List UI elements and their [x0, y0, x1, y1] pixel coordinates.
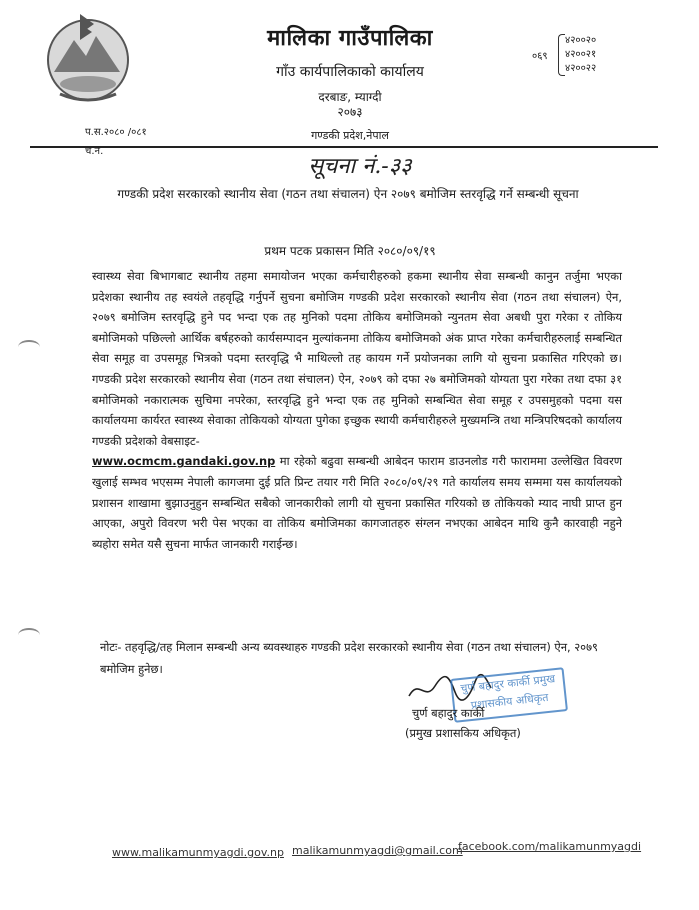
phone-brace — [558, 34, 565, 76]
stamp-text: चुर्ण बहादुर कार्की प्रमुख प्रशासकीय अधिकृत — [459, 672, 556, 713]
province: गण्डकी प्रदेश,नेपाल — [311, 129, 389, 142]
notice-number: सूचना नं.-३३ — [308, 154, 412, 179]
phone-numbers — [565, 34, 596, 76]
establishment-year: २०७३ — [337, 105, 363, 119]
phone-number: ४२००२० — [565, 35, 597, 46]
phone-number: ४२००२१ — [565, 49, 597, 60]
office-subtitle: गाँउ कार्यपालिकाको कार्यालय — [276, 64, 424, 80]
footer-facebook-link[interactable]: facebook.com/malikamunmyagdi — [458, 840, 642, 853]
punch-hole-mark — [18, 340, 40, 354]
body-text-part2: मा रहेको बढुवा सम्बन्धी आबेदन फाराम डाउनलोड गरी फाराममा उल्लेखित विवरण खुलाई सम्भव भएसम्म नेपाली कागजमा दुई प्रति प्रिन्ट तयार गरी मिति २०८०/०९/२९ गते कार्यालय समय सम्ममा यस कार्यालयको प्रशासन शाखामा बुझाउनुहुन सम्बन्धित सबैको जानकारीको लागी यो सुचना प्रकासित गरियको छ तोकियको म्याद नाघी प्राप्त हुन आएका, अपुरो विवरण भरी पेस भएका वा तोकिय बमोजिमका कागजातहरु संग्लन नभएका आबेदन माथि कुनै कारवाही नहुने ब्यहोरा समेत यसै सुचना मार्फत जानकारी गराईन्छ। — [92, 454, 622, 551]
dispatch-number: च.न. — [85, 146, 104, 157]
notice-body — [92, 266, 622, 554]
phone-number: ४२००२२ — [565, 63, 597, 74]
phone-area-code: ०६९ — [532, 51, 548, 62]
footer-website-link[interactable]: www.malikamunmyagdi.gov.np — [112, 846, 284, 859]
signatory-name: चुर्ण बहादुर कार्की — [412, 706, 485, 720]
body-text-part1: स्वास्थ्य सेवा बिभागबाट स्थानीय तहमा समायोजन भएका कर्मचारीहरुको हकमा स्थानीय सेवा सम्बन्धी कानुन तर्जुमा भएका प्रदेशका स्थानीय तह स्वयंले तहवृद्धि गर्नुपर्ने सुचना बमोजिम गण्डकी प्रदेश सरकारको स्थानीय सेवा (गठन तथा संचालन) ऐन, २०७९ बमोजिम स्तरवृद्धि हुने पद भन्दा एक तह मुनिको पदमा तोकिय बमोजिमको न्युनतम सेवा अबधी पुरा गरेका र तोकिय बमोजिमको पछिल्लो आर्थिक बर्षहरुको कार्यसम्पादन मुल्यांकनमा तोकिय बमोजिमको अंक प्राप्त गरेका कर्मचारीहरुलाई सम्बन्धित सेवा समूह वा उपसमूह भित्रको पदमा स्तरवृद्धि भै माथिल्लो तह कायम गर्ने प्रयोजनका लागि यो सुचना प्रकासित गरिएको छ। गण्डकी प्रदेश सरकारको स्थानीय सेवा (गठन तथा संचालन) ऐन, २०७९ को दफा २७ बमोजिमको योग्यता पुरा गरेका तथा दफा ३१ बमोजिमको नकारात्मक सुचिमा नपरेका, स्तरवृद्धि हुने भन्दा एक तह मुनिको सम्बन्धित सेवा समूह र उपसमुहको पदमा यस कार्यालयमा कार्यरत स्वास्थ्य सेवाका तोकियको योग्यता पुगेका इच्छुक स्थायी कर्मचारीहरुले मुख्यमन्त्रि तथा मन्त्रिपरिषदको कार्यालय गण्डकी प्रदेशको वेबसाइट- — [92, 269, 622, 448]
publication-date: प्रथम पटक प्रकासन मिति २०८०/०९/१९ — [264, 244, 436, 258]
address-line: दरबाङ, म्याग्दी — [318, 90, 382, 104]
punch-hole-mark — [18, 628, 40, 642]
footer-email-link[interactable]: malikamunmyagdi@gmail.com — [292, 844, 463, 857]
government-emblem-icon — [40, 10, 136, 104]
notice-note: नोटः- तहवृद्धि/तह मिलान सम्बन्धी अन्य ब्यवस्थाहरु गण्डकी प्रदेश सरकारको स्थानीय सेवा (गठन तथा संचालन) ऐन, २०७९ बमोजिम हुनेछ। — [100, 640, 598, 676]
reference-number: प.स.२०८० /०८१ — [85, 127, 147, 138]
notice-title: गण्डकी प्रदेश सरकारको स्थानीय सेवा (गठन तथा संचालन) ऐन २०७९ बमोजिम स्तरवृद्धि गर्ने सम्बन्धी सूचना — [117, 187, 579, 201]
header-divider — [30, 146, 658, 148]
office-address — [200, 90, 500, 120]
signatory-title: (प्रमुख प्रशासकिय अधिकृत) — [405, 726, 521, 740]
website-link[interactable]: www.ocmcm.gandaki.gov.np — [92, 454, 276, 469]
office-name: मालिका गाउँपालिका — [267, 26, 433, 51]
